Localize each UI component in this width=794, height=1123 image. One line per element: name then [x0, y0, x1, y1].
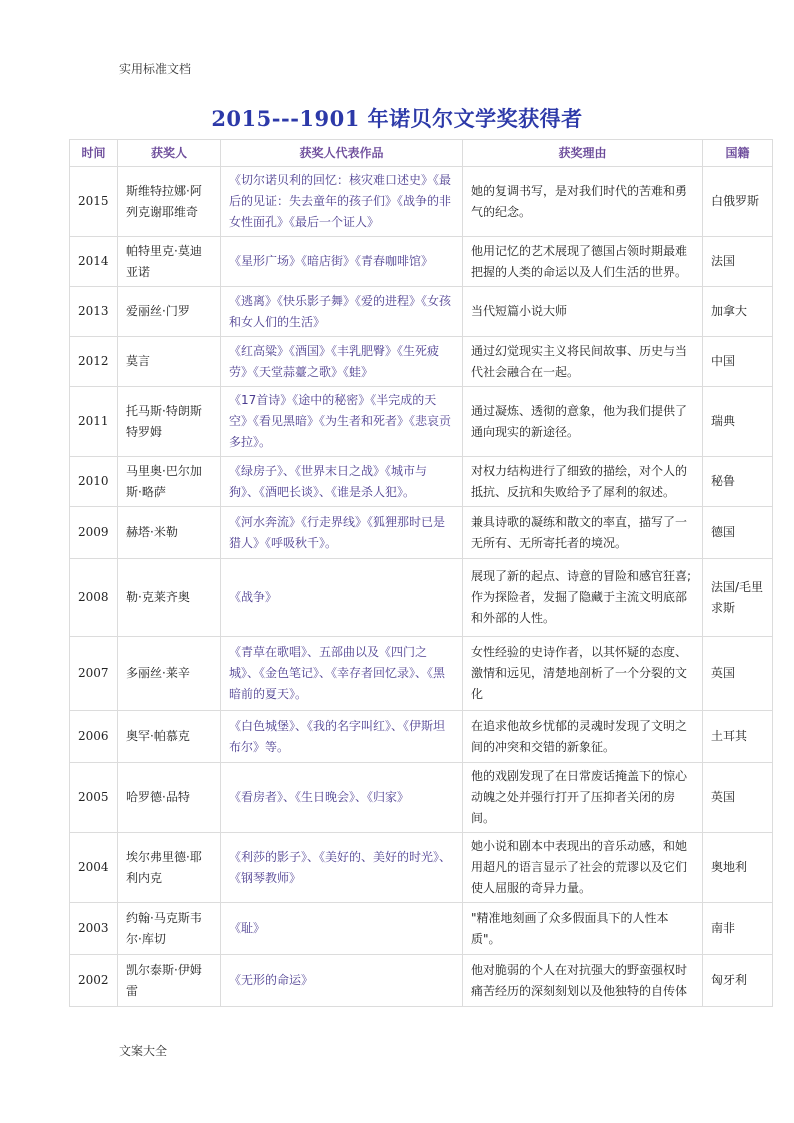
table-row: [70, 167, 773, 237]
nationality-cell: 南非: [703, 903, 773, 955]
table-row: [70, 955, 773, 1007]
year-cell: 2010: [70, 457, 118, 507]
nationality-cell: 匈牙利: [703, 955, 773, 1007]
laureate-cell: 托马斯·特朗斯特罗姆: [118, 387, 221, 457]
works-cell: 《白色城堡》、《我的名字叫红》、《伊斯坦布尔》等。: [221, 711, 463, 763]
table-body: [70, 167, 773, 1007]
year-cell: 2004: [70, 833, 118, 903]
nationality-cell: 英国: [703, 637, 773, 711]
table-row: [70, 337, 773, 387]
nationality-cell: 秘鲁: [703, 457, 773, 507]
year-cell: 2005: [70, 763, 118, 833]
reason-cell: 他的戏剧发现了在日常废话掩盖下的惊心动魄之处并强行打开了压抑者关闭的房间。: [463, 763, 703, 833]
reason-cell: "精准地刻画了众多假面具下的人性本质"。: [463, 903, 703, 955]
nationality-cell: 加拿大: [703, 287, 773, 337]
laureate-cell: 赫塔·米勒: [118, 507, 221, 559]
laureates-table: [69, 139, 773, 1007]
works-cell: 《星形广场》《暗店街》《青春咖啡馆》: [221, 237, 463, 287]
reason-cell: 兼具诗歌的凝练和散文的率直，描写了一无所有、无所寄托者的境况。: [463, 507, 703, 559]
year-cell: 2008: [70, 559, 118, 637]
nationality-cell: 中国: [703, 337, 773, 387]
column-header-nationality: 国籍: [703, 140, 773, 167]
page-footer: 文案大全: [119, 1044, 168, 1058]
reason-cell: 通过幻觉现实主义将民间故事、历史与当代社会融合在一起。: [463, 337, 703, 387]
year-cell: 2002: [70, 955, 118, 1007]
reason-cell: 女性经验的史诗作者，以其怀疑的态度、激情和远见，清楚地剖析了一个分裂的文化: [463, 637, 703, 711]
year-cell: 2007: [70, 637, 118, 711]
nationality-cell: 德国: [703, 507, 773, 559]
year-cell: 2013: [70, 287, 118, 337]
year-cell: 2006: [70, 711, 118, 763]
table-row: [70, 457, 773, 507]
document-title: 2015---1901 年诺贝尔文学奖获得者: [211, 106, 583, 131]
nationality-cell: 瑞典: [703, 387, 773, 457]
nationality-cell: 法国/毛里求斯: [703, 559, 773, 637]
works-cell: 《河水奔流》《行走界线》《狐狸那时已是猎人》《呼吸秋千》。: [221, 507, 463, 559]
column-header-year: 时间: [70, 140, 118, 167]
laureate-cell: 帕特里克·莫迪亚诺: [118, 237, 221, 287]
table-row: [70, 833, 773, 903]
laureate-cell: 勒·克莱齐奥: [118, 559, 221, 637]
works-cell: 《无形的命运》: [221, 955, 463, 1007]
reason-cell: 对权力结构进行了细致的描绘，对个人的抵抗、反抗和失败给予了犀利的叙述。: [463, 457, 703, 507]
reason-cell: 当代短篇小说大师: [463, 287, 703, 337]
reason-cell: 在追求他故乡忧郁的灵魂时发现了文明之间的冲突和交错的新象征。: [463, 711, 703, 763]
laureate-cell: 多丽丝·莱辛: [118, 637, 221, 711]
page-header: 实用标准文档: [119, 62, 192, 76]
laureate-cell: 约翰·马克斯韦尔·库切: [118, 903, 221, 955]
nationality-cell: 白俄罗斯: [703, 167, 773, 237]
table-row: [70, 763, 773, 833]
laureate-cell: 奥罕·帕慕克: [118, 711, 221, 763]
laureate-cell: 斯维特拉娜·阿列克谢耶维奇: [118, 167, 221, 237]
works-cell: 《17首诗》《途中的秘密》《半完成的天空》《看见黑暗》《为生者和死者》《悲哀贡多拉》。: [221, 387, 463, 457]
table-row: [70, 507, 773, 559]
table-row: [70, 903, 773, 955]
reason-cell: 他用记忆的艺术展现了德国占领时期最难把握的人类的命运以及人们生活的世界。: [463, 237, 703, 287]
table-row: [70, 637, 773, 711]
table-row: [70, 287, 773, 337]
table-row: [70, 559, 773, 637]
table-row: [70, 237, 773, 287]
works-cell: 《绿房子》、《世界末日之战》《城市与狗》、《酒吧长谈》、《谁是杀人犯》。: [221, 457, 463, 507]
nationality-cell: 英国: [703, 763, 773, 833]
reason-cell: 她的复调书写，是对我们时代的苦难和勇气的纪念。: [463, 167, 703, 237]
year-cell: 2015: [70, 167, 118, 237]
reason-cell: 展现了新的起点、诗意的冒险和感官狂喜;作为探险者，发掘了隐藏于主流文明底部和外部的人性。: [463, 559, 703, 637]
works-cell: 《耻》: [221, 903, 463, 955]
works-cell: 《逃离》《快乐影子舞》《爱的进程》《女孩和女人们的生活》: [221, 287, 463, 337]
works-cell: 《利莎的影子》、《美好的、美好的时光》、《钢琴教师》: [221, 833, 463, 903]
column-header-works: 获奖人代表作品: [221, 140, 463, 167]
nationality-cell: 奥地利: [703, 833, 773, 903]
works-cell: 《青草在歌唱》、五部曲以及《四门之城》、《金色笔记》、《幸存者回忆录》、《黑暗前的夏天》。: [221, 637, 463, 711]
reason-cell: 她小说和剧本中表现出的音乐动感，和她用超凡的语言显示了社会的荒谬以及它们使人屈服的奇异力量。: [463, 833, 703, 903]
column-header-reason: 获奖理由: [463, 140, 703, 167]
works-cell: 《看房者》、《生日晚会》、《归家》: [221, 763, 463, 833]
laureate-cell: 莫言: [118, 337, 221, 387]
year-cell: 2012: [70, 337, 118, 387]
laureate-cell: 凯尔泰斯·伊姆雷: [118, 955, 221, 1007]
year-cell: 2003: [70, 903, 118, 955]
laureate-cell: 马里奥·巴尔加斯·略萨: [118, 457, 221, 507]
year-cell: 2011: [70, 387, 118, 457]
column-header-laureate: 获奖人: [118, 140, 221, 167]
laureate-cell: 埃尔弗里德·耶利内克: [118, 833, 221, 903]
laureate-cell: 爱丽丝·门罗: [118, 287, 221, 337]
works-cell: 《红高粱》《酒国》《丰乳肥臀》《生死疲劳》《天堂蒜薹之歌》《蛙》: [221, 337, 463, 387]
laureate-cell: 哈罗德·品特: [118, 763, 221, 833]
nationality-cell: 法国: [703, 237, 773, 287]
works-cell: 《战争》: [221, 559, 463, 637]
table-row: [70, 711, 773, 763]
table-row: [70, 387, 773, 457]
reason-cell: 他对脆弱的个人在对抗强大的野蛮强权时痛苦经历的深刻刻划以及他独特的自传体: [463, 955, 703, 1007]
table-header-row: [70, 140, 773, 167]
works-cell: 《切尔诺贝利的回忆：核灾难口述史》《最后的见证：失去童年的孩子们》《战争的非女性面孔》《最后一个证人》: [221, 167, 463, 237]
nationality-cell: 土耳其: [703, 711, 773, 763]
reason-cell: 通过凝炼、透彻的意象，他为我们提供了通向现实的新途径。: [463, 387, 703, 457]
year-cell: 2009: [70, 507, 118, 559]
year-cell: 2014: [70, 237, 118, 287]
